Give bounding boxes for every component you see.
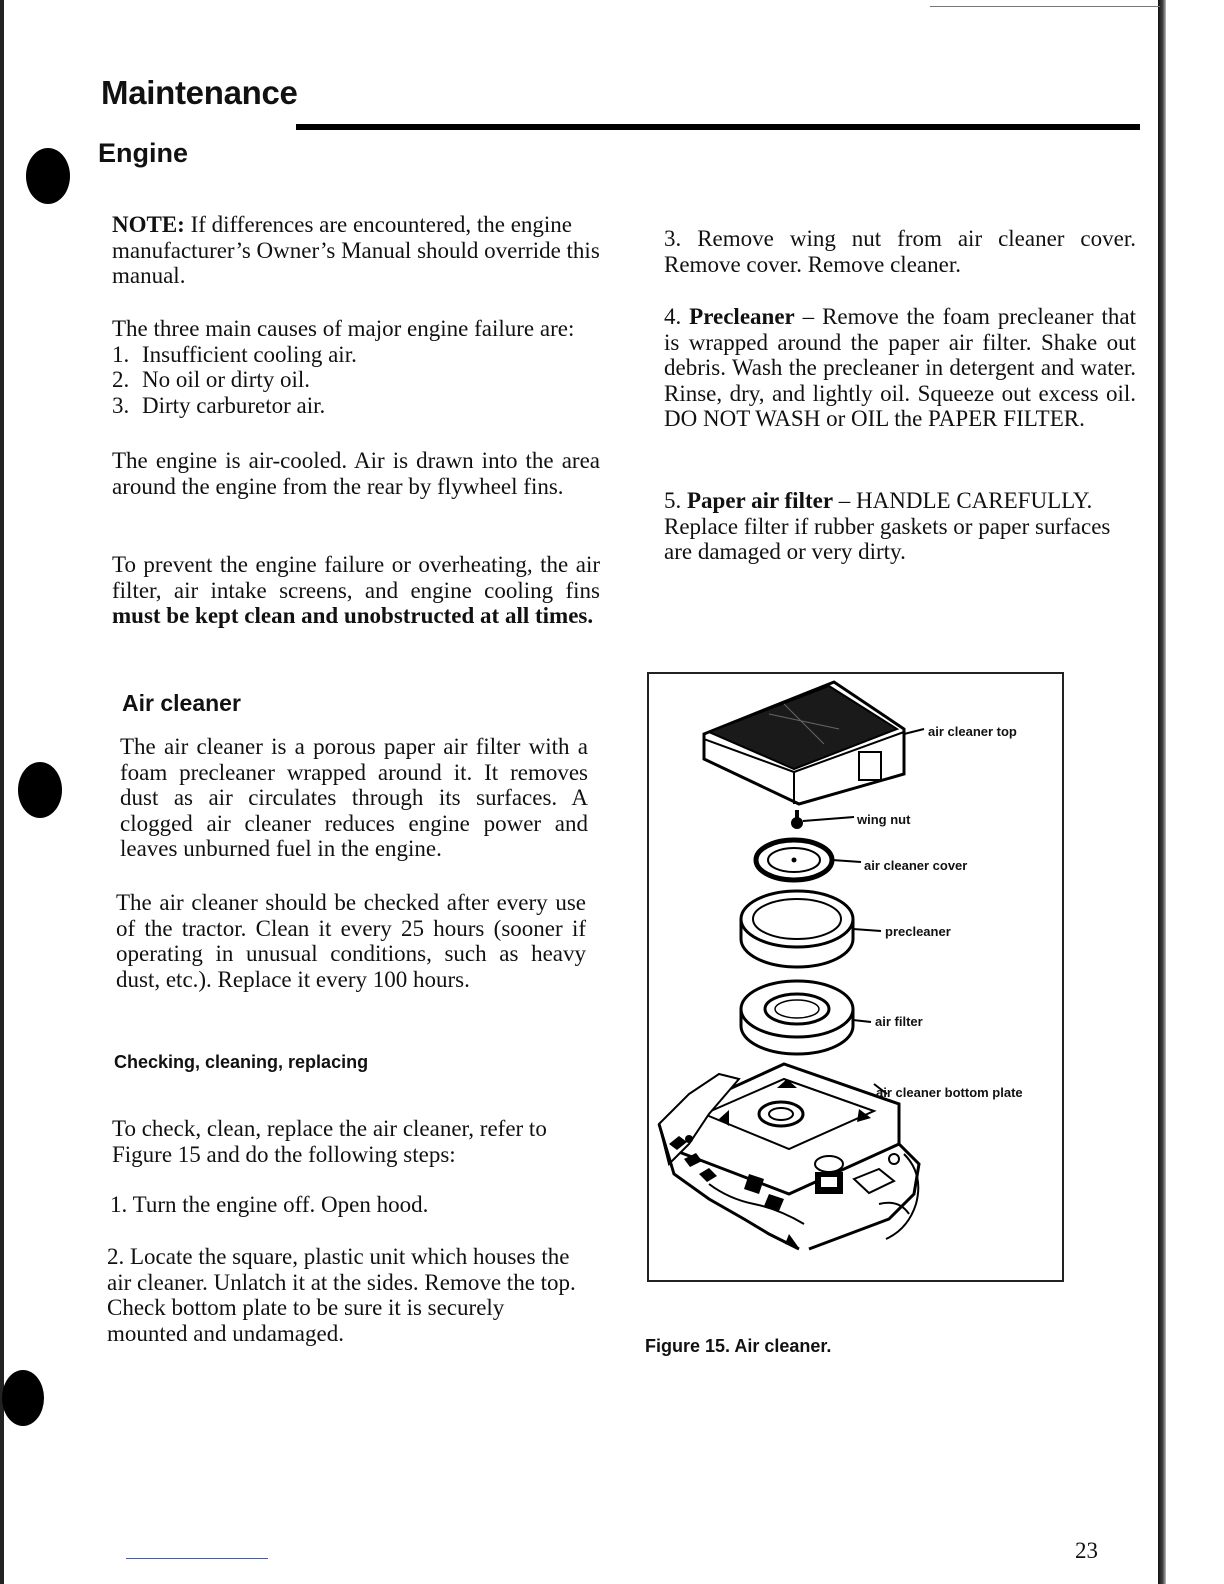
note-text: If differences are encountered, the engine manufacturer’s Owner’s Manual should override this manual.: [112, 212, 600, 288]
step-5-number: 5.: [664, 488, 687, 513]
callout-precleaner: precleaner: [885, 924, 951, 939]
air-cleaner-exploded-diagram: [649, 674, 1062, 1280]
list-number: 3.: [112, 392, 130, 418]
scan-edge-top: [930, 6, 1160, 7]
callout-wing-nut: wing nut: [857, 812, 911, 827]
list-item: [112, 342, 600, 368]
section-title: Engine: [98, 138, 189, 168]
binder-hole-icon: [2, 1370, 44, 1426]
prevent-bold: must be kept clean and unobstructed at all times.: [112, 603, 594, 628]
binder-hole-icon: [18, 762, 62, 818]
scan-edge-left: [0, 0, 4, 1584]
air-cleaner-description: The air cleaner is a porous paper air filter with a foam precleaner wrapped around it. It removes dust as air circulates through its surfaces. A clogged air cleaner reduces engine power and leaves unburned fuel in the engine.: [120, 734, 588, 861]
prevent-text: To prevent the engine failure or overheating, the air filter, air intake screens, and engine cooling fins: [112, 552, 600, 603]
step-2: 2. Locate the square, plastic unit which houses the air cleaner. Unlatch it at the sides. Remove the top. Check bottom plate to be sure it is securely mounted and undamaged.: [107, 1244, 576, 1346]
figure-15-frame: [647, 672, 1064, 1282]
callout-air-filter: air filter: [875, 1014, 923, 1029]
causes-list: [112, 342, 600, 419]
note-label: NOTE:: [112, 212, 185, 237]
aircooled-paragraph: The engine is air-cooled. Air is drawn into the area around the engine from the rear by flywheel fins.: [112, 448, 600, 499]
checking-heading: Checking, cleaning, replacing: [114, 1052, 369, 1072]
list-item: [112, 367, 600, 393]
step-4-number: 4.: [664, 304, 690, 329]
list-item: [112, 393, 600, 419]
air-cleaner-top-icon: [704, 682, 924, 804]
header-rule: [296, 124, 1140, 130]
scan-edge-right: [1158, 0, 1166, 1584]
air-cleaner-heading: Air cleaner: [122, 690, 241, 716]
check-schedule-paragraph: The air cleaner should be checked after every use of the tractor. Clean it every 25 hours (sooner if operating in unusual conditions, such as heavy dust, etc.). Replace it every 100 hours.: [116, 890, 586, 992]
figure-caption: Figure 15. Air cleaner.: [645, 1336, 832, 1356]
prevent-paragraph: [112, 552, 600, 629]
callout-air-cleaner-top: air cleaner top: [928, 724, 1017, 739]
list-text: Insufficient cooling air.: [142, 341, 357, 367]
step-5-text: – HANDLE CAREFULLY. Replace filter if rubber gaskets or paper surfaces are damaged or very dirty.: [664, 488, 1111, 564]
precleaner-icon: [741, 891, 881, 967]
callout-air-cleaner-cover: air cleaner cover: [864, 858, 968, 873]
causes-block: [112, 316, 600, 418]
causes-intro: The three main causes of major engine failure are:: [112, 316, 575, 341]
air-filter-icon: [741, 981, 871, 1054]
list-text: Dirty carburetor air.: [142, 392, 326, 418]
step-4-title: Precleaner: [689, 304, 795, 329]
binder-hole-icon: [26, 148, 70, 204]
footer-rule: [126, 1558, 268, 1559]
step-4-text: – Remove the foam precleaner that is wrapped around the paper air filter. Shake out debris. Wash the precleaner in detergent and water. Rinse, dry, and lightly oil. Squeeze out excess oil. DO NOT WASH or OIL the PAPER FILTER.: [664, 304, 1136, 431]
step-3: 3. Remove wing nut from air cleaner cover. Remove cover. Remove cleaner.: [664, 226, 1136, 277]
note-paragraph: [112, 212, 600, 289]
step-5-title: Paper air filter: [687, 488, 834, 513]
step-4: [664, 304, 1136, 432]
list-number: 1.: [112, 341, 130, 367]
page-number: 23: [1075, 1538, 1098, 1563]
wing-nut-icon: [791, 810, 854, 829]
refer-paragraph: To check, clean, replace the air cleaner, refer to Figure 15 and do the following steps:: [112, 1116, 547, 1167]
list-number: 2.: [112, 367, 130, 392]
list-text: No oil or dirty oil.: [142, 367, 311, 392]
step-5: [664, 488, 1136, 565]
page-header-title: Maintenance: [101, 74, 298, 111]
callout-air-cleaner-bottom-plate: air cleaner bottom plate: [876, 1085, 1023, 1100]
step-1: 1. Turn the engine off. Open hood.: [110, 1192, 429, 1217]
air-cleaner-cover-icon: [756, 840, 861, 880]
